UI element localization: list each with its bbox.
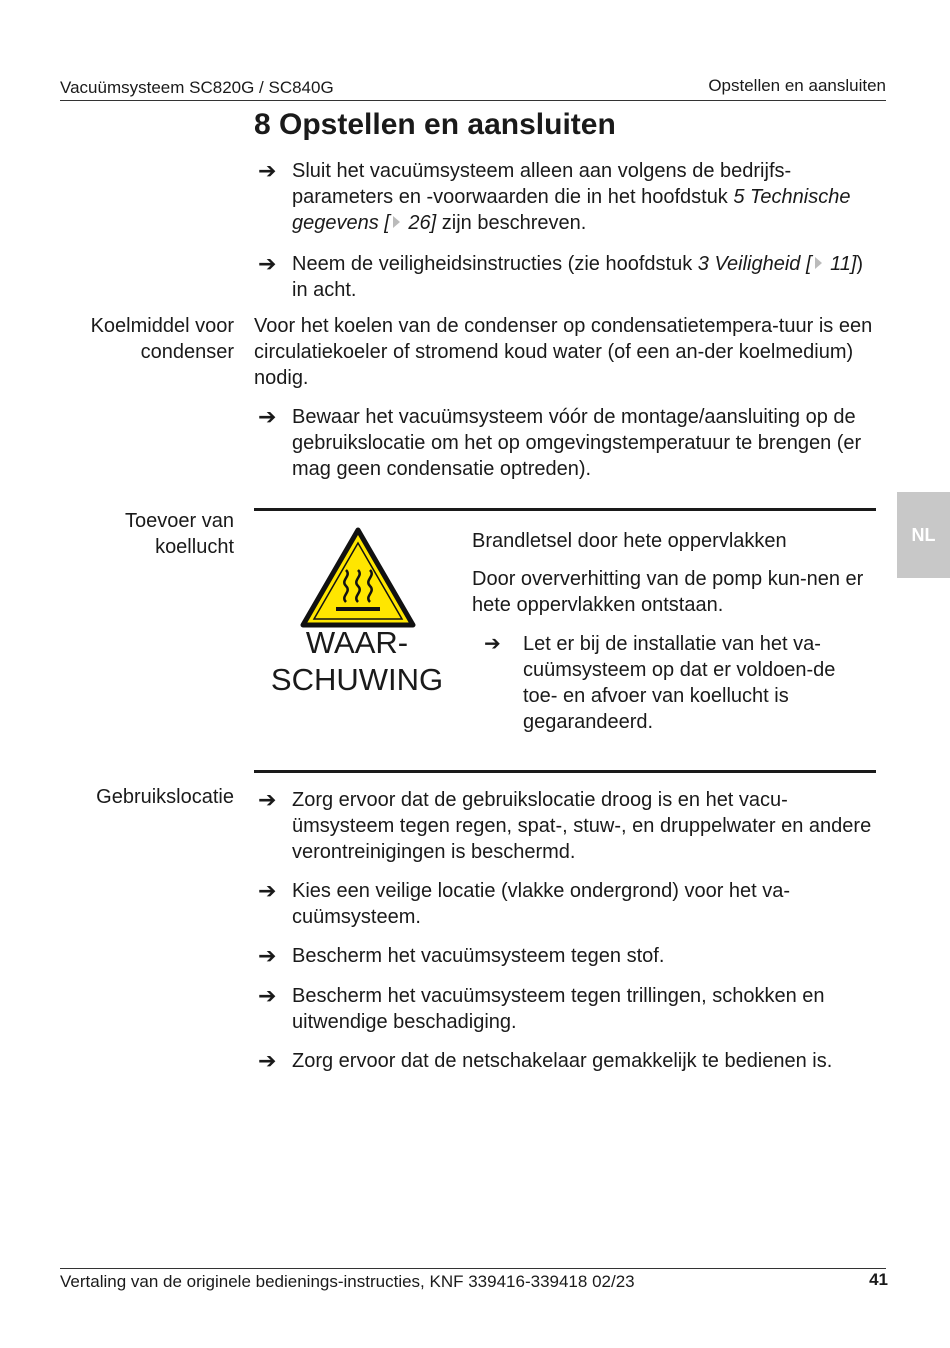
page-pointer-icon xyxy=(393,216,400,228)
header-left: Vacuümsysteem SC820G / SC840G xyxy=(60,78,334,97)
hot-surface-warning-icon xyxy=(300,527,416,629)
location-bullet-5: ➔ Zorg ervoor dat de netschakelaar gemakkelijk te bedienen is. xyxy=(258,1048,833,1073)
warning-top-rule xyxy=(254,508,876,511)
footer-text: Vertaling van de originele bedienings-instructies, KNF 339416-339418 02/23 xyxy=(60,1272,635,1291)
location-bullet-4: ➔ Bescherm het vacuümsysteem tegen trillingen, schokken en uitwendige beschadiging. xyxy=(258,983,825,1033)
arrow-icon: ➔ xyxy=(258,1048,277,1073)
warning-title: Brandletsel door hete oppervlakken xyxy=(472,530,787,552)
arrow-icon: ➔ xyxy=(258,878,277,903)
side-label-air: Toevoer van koellucht xyxy=(125,510,234,558)
language-tab[interactable]: NL xyxy=(897,492,950,578)
intro-bullet-1: ➔ Sluit het vacuümsysteem alleen aan volgens de bedrijfs-parameters en -voorwaarden die in het hoofdstuk 5 Technische gegevens [ 26] zijn beschreven. xyxy=(258,158,851,234)
intro-bullet-2: ➔ Neem de veiligheidsinstructies (zie hoofdstuk 3 Veiligheid [ 11]) in acht. xyxy=(258,251,864,301)
location-bullet-2: ➔ Kies een veilige locatie (vlakke ondergrond) voor het va-cuümsysteem. xyxy=(258,878,791,928)
warning-bottom-rule xyxy=(254,770,876,773)
location-bullet-1: ➔ Zorg ervoor dat de gebruikslocatie droog is en het vacu-ümsysteem tegen regen, spat-, stuw-, en druppelwater en andere verontreinigingen is beschermd. xyxy=(258,787,872,863)
arrow-icon: ➔ xyxy=(258,251,277,276)
arrow-icon: ➔ xyxy=(484,633,501,655)
arrow-icon: ➔ xyxy=(258,983,277,1008)
warning-text: Door oververhitting van de pomp kun-nen er hete oppervlakken ontstaan. xyxy=(472,568,864,616)
side-label-location: Gebruikslocatie xyxy=(96,786,234,808)
side-label-coolant: Koelmiddel voor condenser xyxy=(90,315,234,363)
footer-rule xyxy=(60,1268,886,1269)
coolant-bullet: ➔ Bewaar het vacuümsysteem vóór de montage/aansluiting op de gebruikslocatie om het op omgevingstemperatuur te brengen (er mag geen condensatie optreden). xyxy=(258,404,862,480)
location-bullet-3: ➔ Bescherm het vacuümsysteem tegen stof. xyxy=(258,943,665,968)
cross-reference-link[interactable]: 5 Technische gegevens [ 26] xyxy=(292,186,851,234)
coolant-paragraph: Voor het koelen van de condenser op condensatietempera-tuur is een circulatiekoeler of stromend koud water (of een an-der koelmedium) nodig. xyxy=(254,315,873,389)
warning-bullet: ➔ Let er bij de installatie van het va-cuümsysteem op dat er voldoen-de toe- en afvoer van koellucht is gegarandeerd. xyxy=(484,633,836,733)
arrow-icon: ➔ xyxy=(258,404,277,429)
arrow-icon: ➔ xyxy=(258,787,277,812)
arrow-icon: ➔ xyxy=(258,158,277,183)
cross-reference-link[interactable]: 3 Veiligheid [ 11] xyxy=(697,253,857,275)
header-right: Opstellen en aansluiten xyxy=(708,76,886,95)
page-pointer-icon xyxy=(815,257,822,269)
page-title: 8 Opstellen en aansluiten xyxy=(254,108,616,141)
warning-signal-word: WAAR- SCHUWING xyxy=(270,625,444,697)
page-number: 41 xyxy=(869,1270,888,1289)
header-rule xyxy=(60,100,886,101)
arrow-icon: ➔ xyxy=(258,943,277,968)
